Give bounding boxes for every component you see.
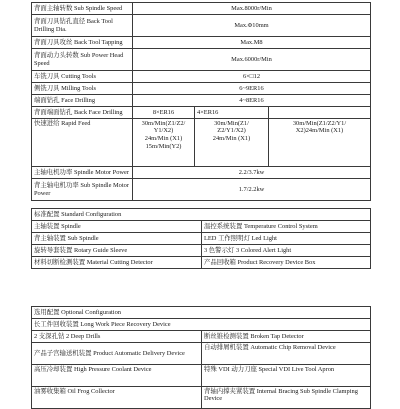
section-header-row: [32, 307, 371, 319]
rapid-feed-line: 24m/Min (X1): [144, 135, 183, 143]
spec-value: Max.Φ10mm: [133, 15, 371, 37]
spec-row: [32, 49, 371, 71]
spec-value: 6×□12: [133, 71, 371, 83]
config-item: 产品子宫输送机装置 Product Automatic Delivery Device: [32, 343, 202, 365]
spec-row: [32, 37, 371, 49]
config-item: 温控系统装置 Temperature Control System: [202, 221, 371, 233]
config-item: 油雾收集箱 Oil Frog Collector: [32, 387, 202, 409]
spec-value: 2.2/3.7kw: [133, 167, 371, 179]
rapid-feed-line: 30m/Min(Z1/: [214, 119, 249, 127]
optional-config-table: [31, 306, 371, 409]
spec-row-sub-spindle-power: [32, 179, 371, 201]
rapid-feed-line: 15m/Min(Y2): [145, 143, 182, 151]
config-item: 主轴装置 Spindle: [32, 221, 202, 233]
rapid-feed-line: 24m/Min (X1): [212, 135, 251, 143]
config-item: LED 工作照明灯 Led Light: [202, 233, 371, 245]
spec-value: Max.M8: [133, 37, 371, 49]
spec-label: 背面主轴转数 Sub Spindle Speed: [32, 3, 133, 15]
spec-value-empty: [269, 107, 371, 119]
config-row: [32, 387, 371, 409]
spec-row: [32, 71, 371, 83]
spec-row: [32, 3, 371, 15]
config-row: [32, 245, 371, 257]
section-title: 标准配置 Standard Configuration: [32, 209, 371, 221]
spec-row-spindle-power: [32, 167, 371, 179]
spec-value: 8×ER16: [133, 107, 195, 119]
config-row: [32, 331, 371, 343]
config-item: 长工件回收装置 Long Work Piece Recovery Device: [32, 319, 371, 331]
config-row-full: [32, 319, 371, 331]
config-item: 旋转导套装置 Rotary Guide Sleeve: [32, 245, 202, 257]
spec-label: 车铣刀具 Cutting Tools: [32, 71, 133, 83]
standard-config-table: [31, 208, 371, 269]
spec-label: 快速进给 Rapid Feed: [32, 119, 133, 167]
section-header-row: [32, 209, 371, 221]
spec-label: 背面端面钻孔 Back Face Drilling: [32, 107, 133, 119]
spec-label: 背面刀具钻孔直径 Back Tool Drilling Dia.: [32, 15, 133, 37]
rapid-feed-line: 30m/Min(Z1/Z2/Y1/: [292, 119, 347, 127]
config-row: [32, 221, 371, 233]
config-item: 背主轴装置 Sub Spindle: [32, 233, 202, 245]
spec-row-rapid-feed: [32, 119, 371, 167]
rapid-feed-line: Z2/Y1/X2): [217, 127, 246, 135]
config-item: 3 色警示灯 3 Colored Alert Light: [202, 245, 371, 257]
rapid-feed-line: X2)24m/Min (X1): [295, 127, 344, 135]
spec-label: 背面刀具攻丝 Back Tool Tapping: [32, 37, 133, 49]
section-title: 选用配置 Optional Configuration: [32, 307, 371, 319]
config-item: 断丝锥检测装置 Broken Tap Detector: [202, 331, 371, 343]
rapid-feed-col1: [133, 119, 195, 167]
spec-row: [32, 95, 371, 107]
config-row: [32, 233, 371, 245]
spec-label: 侧铣刀具 Milling Tools: [32, 83, 133, 95]
spec-value: 6~9ER16: [133, 83, 371, 95]
spec-row: [32, 83, 371, 95]
rapid-feed-col2: [195, 119, 269, 167]
spec-label: 背主轴电机功率 Sub Spindle Motor Power: [32, 179, 133, 201]
spec-row-back-face-drilling: [32, 107, 371, 119]
spec-row: [32, 15, 371, 37]
spec-value: 1.7/2.2kw: [133, 179, 371, 201]
spec-label: 背面动力头转数 Sub Power Head Speed: [32, 49, 133, 71]
rapid-feed-col3: [269, 119, 371, 167]
config-row: [32, 257, 371, 269]
config-item: 背轴内撑夹紧装置 Internal Bracing Sub Spindle Clamping Device: [202, 387, 371, 409]
config-row: [32, 365, 371, 387]
spec-value: Max.6000r/Min: [133, 49, 371, 71]
spec-value: Max.8000r/Min: [133, 3, 371, 15]
spec-table: [31, 2, 371, 201]
spec-value: 4~8ER16: [133, 95, 371, 107]
rapid-feed-line: Y1/X2): [153, 127, 174, 135]
spec-label: 主轴电机功率 Spindle Motor Power: [32, 167, 133, 179]
config-item: 产品回收箱 Product Recovery Device Box: [202, 257, 371, 269]
rapid-feed-line: 30m/Min(Z1/Z2/: [141, 119, 186, 127]
config-item: 2 支深孔钻 2 Deep Drills: [32, 331, 202, 343]
spec-value: 4×ER16: [195, 107, 269, 119]
config-item: 材料切断检测装置 Material Cutting Detector: [32, 257, 202, 269]
config-item: 高压冷却装置 High Pressure Coolant Device: [32, 365, 202, 387]
spec-label: 端面钻孔 Face Drilling: [32, 95, 133, 107]
config-item: 特殊 VDI 动力刀座 Special VDI Live Tool Apron: [202, 365, 371, 387]
config-row: [32, 343, 371, 365]
config-item: 自动排屑机装置 Automatic Chip Removal Device: [202, 343, 371, 365]
